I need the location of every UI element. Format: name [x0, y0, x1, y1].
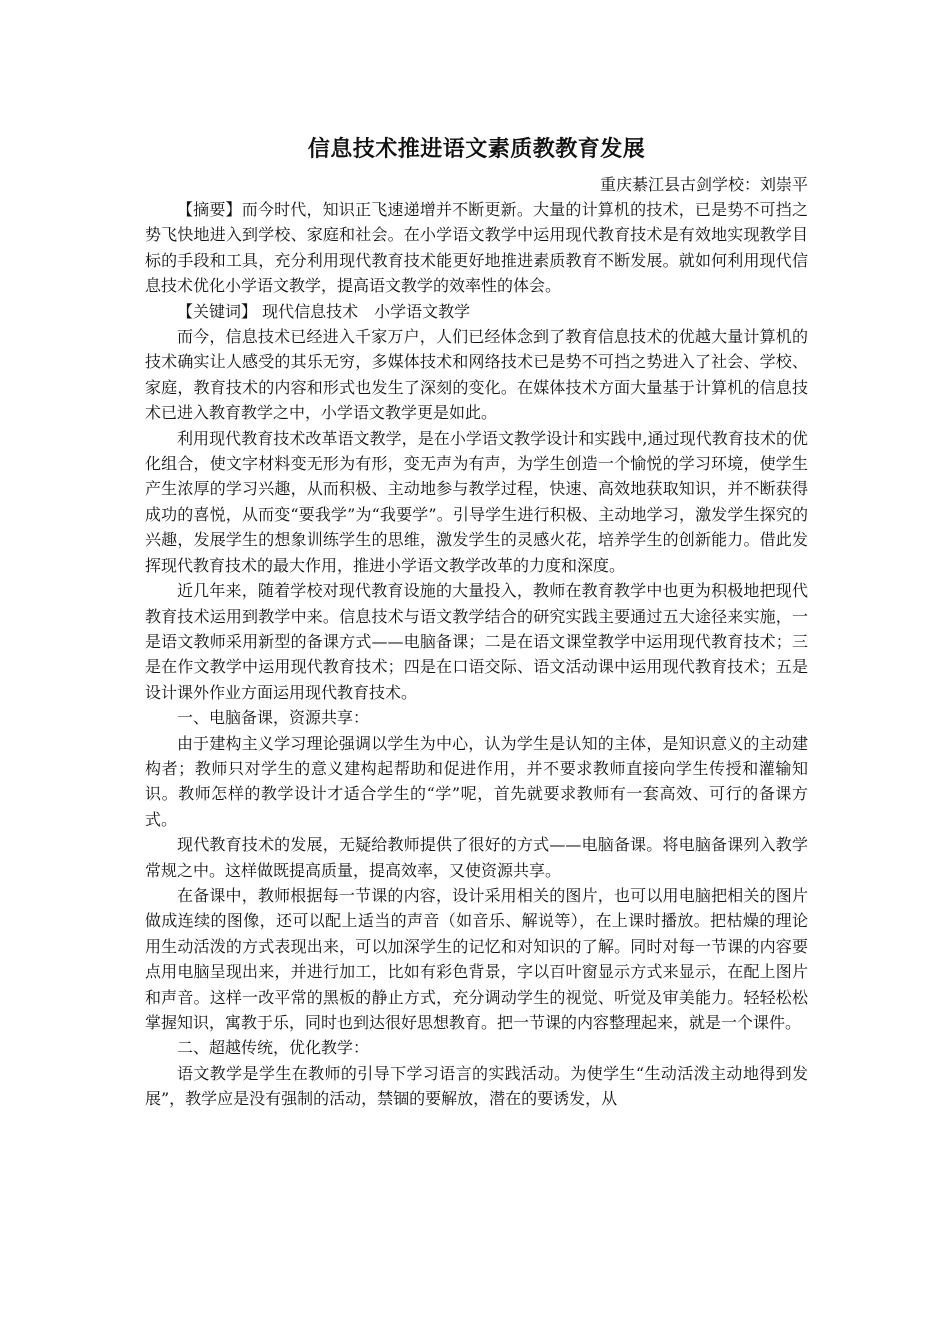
- section-heading: 一、电脑备课，资源共享：: [177, 708, 370, 728]
- keywords-paragraph: 【关键词】 现代信息技术 小学语文教学: [177, 301, 471, 321]
- abstract-paragraph: 【摘要】而今时代，知识正飞速递增并不断更新。大量的计算机的技术，已是势不可挡之势飞快地进入到学校、家庭和社会。在小学语文教学中运用现代教育技术是有效地实现教学目标的手段和工具，充分利用现代教育技术能更好地推进素质教育不断发展。就如何利用现代信息技术优化小学语文教学，提高语文教学的效率性的体会。: [145, 200, 808, 296]
- body-paragraph: 利用现代教育技术改革语文教学，是在小学语文教学设计和实践中,通过现代教育技术的优化组合，使文字材料变无形为有形，变无声为有声，为学生创造一个愉悦的学习环境，使学生产生浓厚的学习兴趣，从而积极、主动地参与教学过程，快速、高效地获取知识，并不断获得成功的喜悦，从而变“要我学”为“我要学”。引导学生进行积极、主动地学习，激发学生探究的兴趣，发展学生的想象训练学生的思维，激发学生的灵感火花，培养学生的创新能力。借此发挥现代教育技术的最大作用，推进小学语文教学改革的力度和深度。: [145, 428, 808, 575]
- body-paragraph: 而今，信息技术已经进入千家万户，人们已经体念到了教育信息技术的优越大量计算机的技术确实让人感受的其乐无穷，多媒体技术和网络技术已是势不可挡之势进入了社会、学校、家庭，教育技术的内容和形式也发生了深刻的变化。在媒体技术方面大量基于计算机的信息技术已进入教育教学之中，小学语文教学更是如此。: [145, 327, 808, 423]
- body-paragraph: 在备课中，教师根据每一节课的内容，设计采用相关的图片，也可以用电脑把相关的图片做成连续的图像，还可以配上适当的声音（如音乐、解说等），在上课时播放。把枯燥的理论用生动活泼的方式表现出来，可以加深学生的记忆和对知识的了解。同时对每一节课的内容要点用电脑呈现出来，并进行加工，比如有彩色背景，字以百叶窗显示方式来显示，在配上图片和声音。这样一改平常的黑板的静止方式，充分调动学生的视觉、听觉及审美能力。轻轻松松掌握知识，寓教于乐，同时也到达很好思想教育。把一节课的内容整理起来，就是一个课件。: [145, 885, 808, 1032]
- author-line: 重庆綦江县古剑学校：刘崇平: [599, 175, 808, 194]
- document-page: [145, 130, 808, 1112]
- body-paragraph: 现代教育技术的发展，无疑给教师提供了很好的方式——电脑备课。将电脑备课列入教学常规之中。这样做既提高质量，提高效率，又使资源共享。: [145, 835, 808, 880]
- body-paragraph: 由于建构主义学习理论强调以学生为中心，认为学生是认知的主体，是知识意义的主动建构者；教师只对学生的意义建构起帮助和促进作用，并不要求教师直接向学生传授和灌输知识。教师怎样的教学设计才适合学生的“学”呢，首先就要求教师有一套高效、可行的备课方式。: [145, 733, 808, 829]
- document-title: 信息技术推进语文素质教教育发展: [307, 137, 646, 162]
- body-paragraph: 语文教学是学生在教师的引导下学习语言的实践活动。为使学生“生动活泼主动地得到发展”，教学应是没有强制的活动，禁锢的要解放，潜在的要诱发，从: [145, 1063, 808, 1109]
- section-heading: 二、超越传统，优化教学：: [177, 1038, 370, 1058]
- body-paragraph: 近几年来，随着学校对现代教育设施的大量投入，教师在教育教学中也更为积极地把现代教育技术运用到教学中来。信息技术与语文教学结合的研究实践主要通过五大途径来实施，一是语文教师采用新型的备课方式——电脑备课；二是在语文课堂教学中运用现代教育技术；三是在作文教学中运用现代教育技术；四是在口语交际、语文活动课中运用现代教育技术；五是设计课外作业方面运用现代教育技术。: [145, 581, 808, 702]
